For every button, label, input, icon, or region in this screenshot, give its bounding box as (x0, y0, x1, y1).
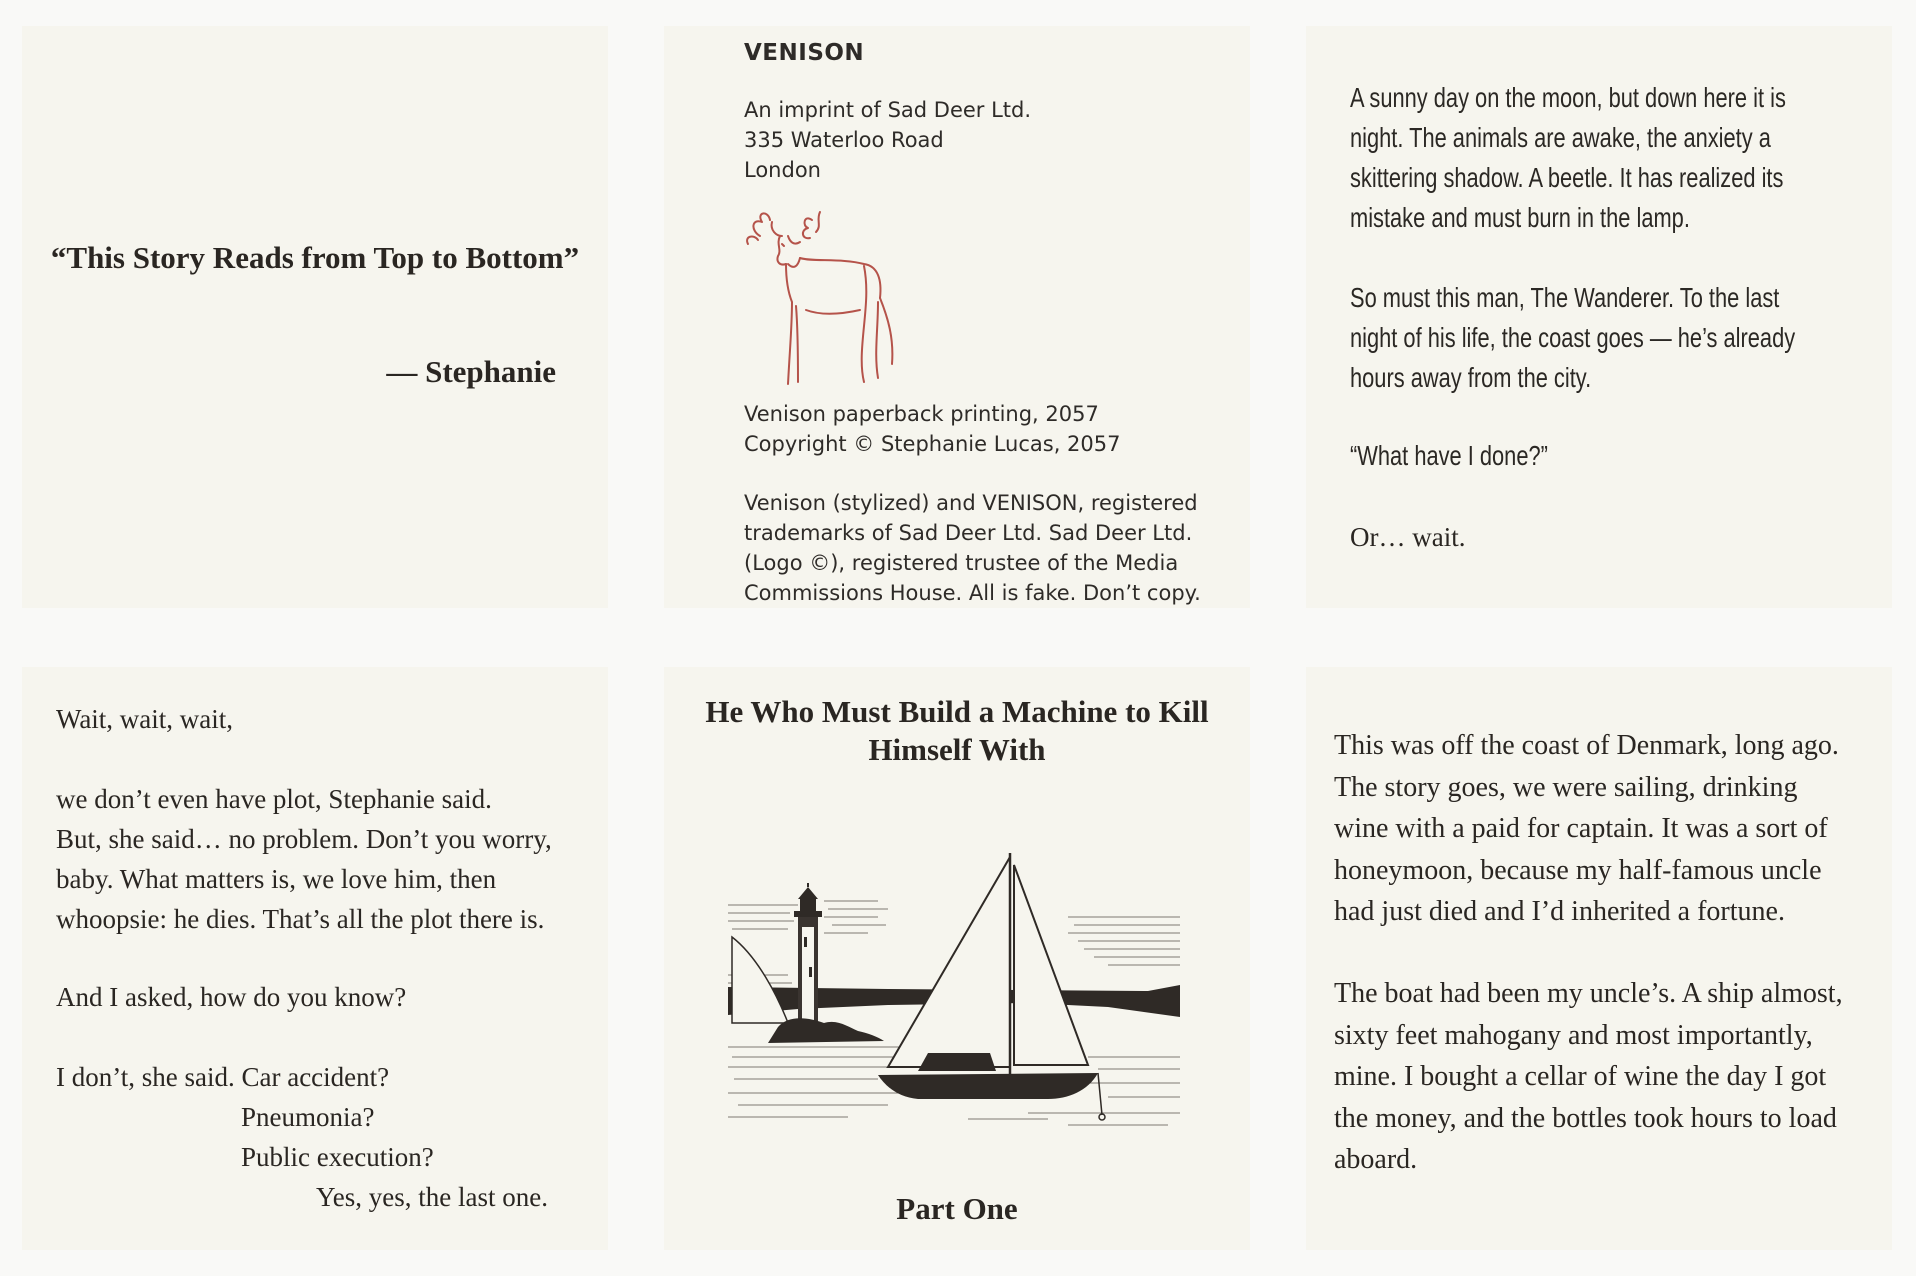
dialogue-line: Pneumonia? (241, 1102, 375, 1132)
title-line: He Who Must Build a Machine to Kill (705, 694, 1209, 729)
text-line: whoopsie: he dies. That’s all the plot there is. (56, 904, 545, 934)
epigraph-page (22, 26, 608, 608)
deer-sketch-icon (742, 206, 912, 392)
epigraph-attribution: — Stephanie (386, 354, 556, 389)
text-line: mine. I bought a cellar of wine the day I got (1334, 1061, 1827, 1092)
text-line: baby. What matters is, we love him, then (56, 864, 497, 894)
text-line: we don’t even have plot, Stephanie said. (56, 784, 492, 814)
legal-line: trademarks of Sad Deer Ltd. Sad Deer Ltd. (744, 521, 1193, 545)
legal-line: Venison (stylized) and VENISON, registered (744, 491, 1198, 515)
text-line: So must this man, The Wanderer. To the last (1350, 282, 1780, 313)
text-line: honeymoon, because my half-famous uncle (1334, 854, 1822, 886)
address-line: London (744, 158, 821, 182)
title-line: Himself With (868, 732, 1046, 767)
story-title (664, 693, 1250, 769)
text-line: The story goes, we were sailing, drinking (1334, 771, 1798, 803)
epigraph-quote: “This Story Reads from Top to Bottom” (50, 240, 580, 275)
legal-line: (Logo ©), registered trustee of the Media (744, 551, 1179, 575)
dialogue-line: Wait, wait, wait, (56, 704, 234, 734)
text-line: had just died and I’d inherited a fortune. (1334, 896, 1785, 927)
address-line: An imprint of Sad Deer Ltd. (744, 98, 1032, 122)
address-line: 335 Waterloo Road (744, 128, 944, 152)
title-page (664, 667, 1250, 1250)
dialogue-line: Public execution? (241, 1142, 434, 1172)
text-line: A sunny day on the moon, but down here it is (1350, 82, 1786, 113)
text-line: skittering shadow. A beetle. It has realized its (1350, 162, 1784, 193)
copyright-line: Copyright © Stephanie Lucas, 2057 (744, 432, 1121, 456)
dialogue-page (22, 667, 608, 1250)
text-line: aboard. (1334, 1144, 1418, 1175)
chapter-page (1306, 667, 1892, 1250)
text-line: hours away from the city. (1350, 362, 1592, 393)
publisher-brand: VENISON (744, 40, 865, 66)
part-heading: Part One (896, 1191, 1018, 1226)
text-line: night. The animals are awake, the anxiety a (1350, 122, 1771, 153)
text-line: wine with a paid for captain. It was a sort of (1334, 813, 1828, 844)
chapter-paragraph (1334, 973, 1843, 1181)
text-line: The boat had been my uncle’s. A ship almost, (1334, 978, 1843, 1009)
text-line: night of his life, the coast goes — he’s already (1350, 322, 1796, 353)
text-line: mistake and must burn in the lamp. (1350, 202, 1690, 233)
copyright-page (664, 26, 1250, 608)
dialogue-line: And I asked, how do you know? (56, 982, 407, 1012)
text-line: But, she said… no problem. Don’t you worry, (56, 824, 552, 854)
legal-line: Commissions House. All is fake. Don’t copy. (744, 581, 1201, 605)
lighthouse-sailboat-illustration (728, 847, 1188, 1137)
dialogue-line: I don’t, she said. Car accident? (56, 1062, 390, 1092)
text-line: the money, and the bottles took hours to load (1334, 1102, 1837, 1134)
opening-page (1306, 26, 1892, 608)
opening-paragraph (1350, 78, 1786, 238)
printing-line: Venison paperback printing, 2057 (744, 402, 1099, 426)
dialogue-paragraph (56, 779, 552, 939)
dialogue-line: “What have I done?” (1350, 440, 1548, 471)
text-line: This was off the coast of Denmark, long ago. (1334, 730, 1839, 761)
printing-info (744, 399, 1120, 459)
dialogue-line: Yes, yes, the last one. (316, 1182, 548, 1212)
text-line: sixty feet mahogany and most importantly, (1334, 1019, 1813, 1051)
wanderer-paragraph (1350, 278, 1796, 398)
publisher-address (744, 95, 1031, 185)
legal-notice (744, 488, 1201, 608)
chapter-paragraph (1334, 725, 1839, 933)
closing-line: Or… wait. (1350, 522, 1466, 552)
